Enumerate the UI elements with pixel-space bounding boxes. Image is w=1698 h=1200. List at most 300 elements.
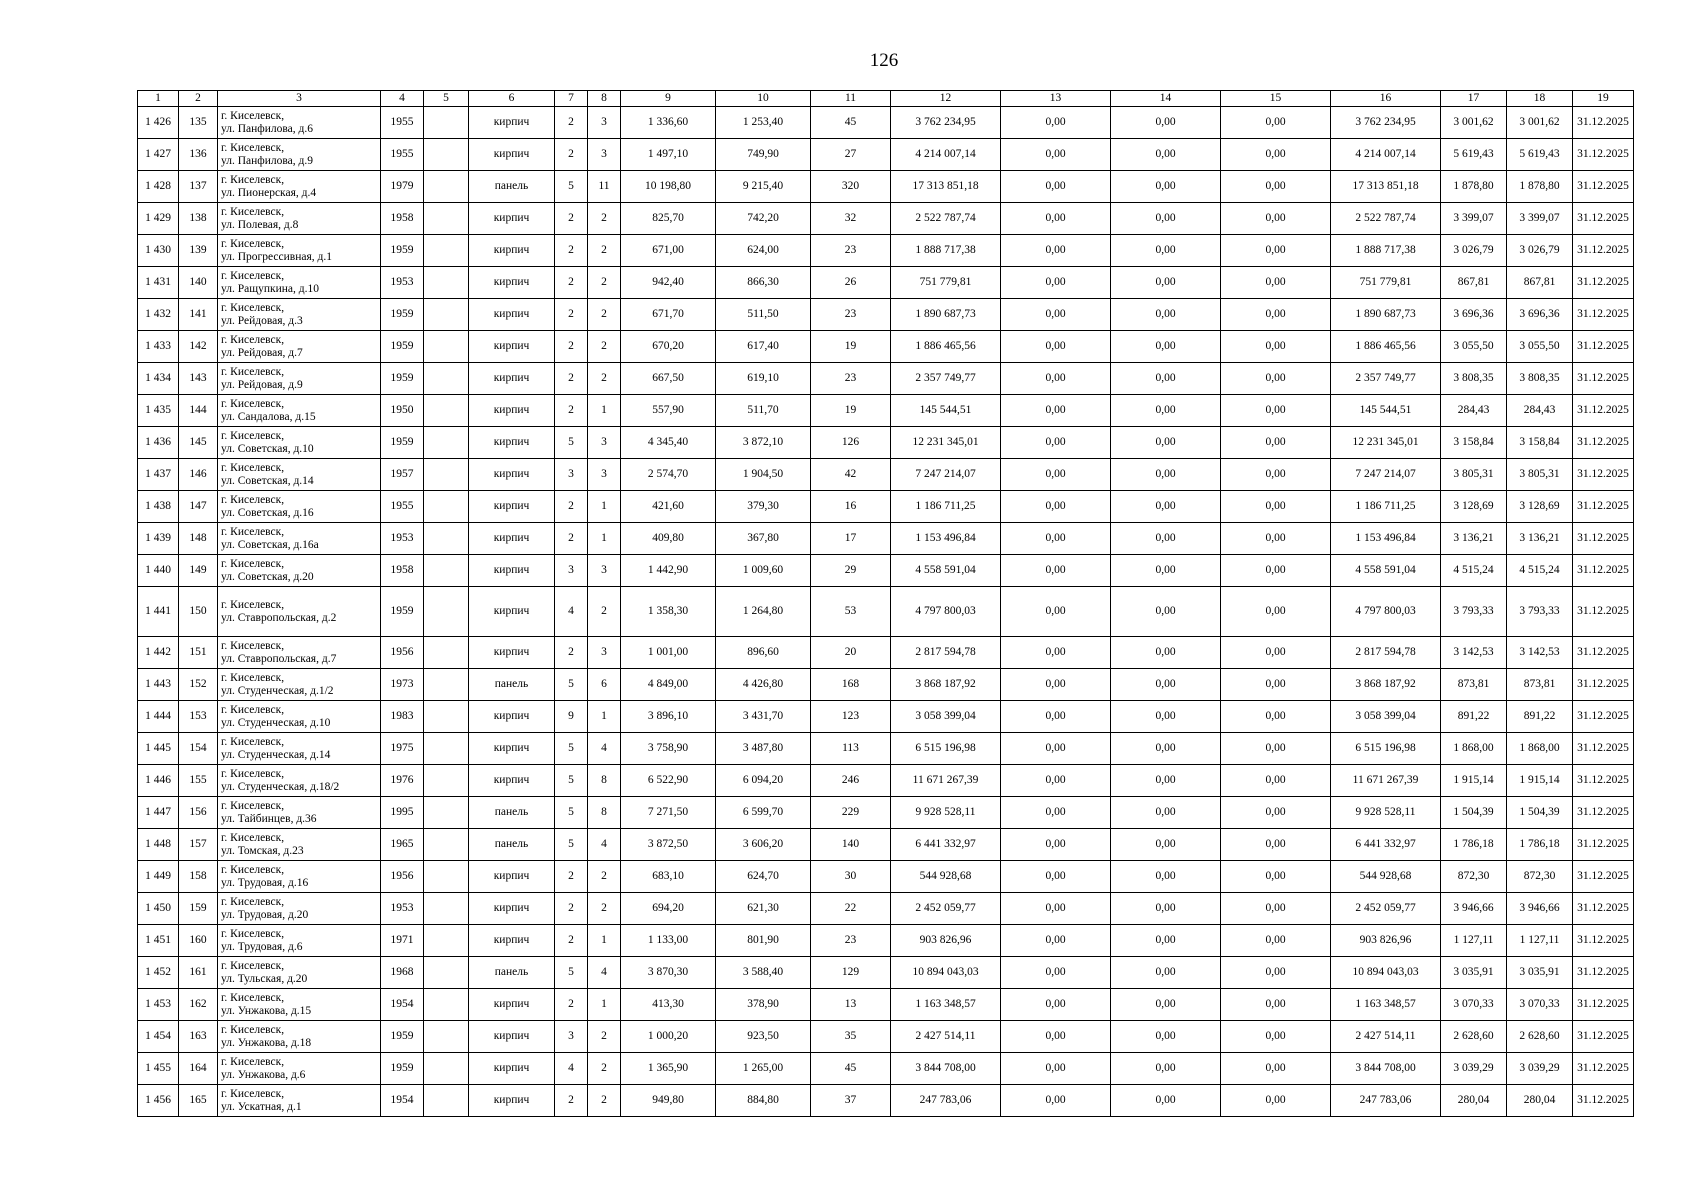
address-line: ул. Студенческая, д.1/2 — [221, 684, 334, 697]
cell-total-area: 4 849,00 — [621, 669, 716, 701]
cell-column-5 — [424, 701, 469, 733]
cell-row-number: 1 444 — [138, 701, 179, 733]
cell-floors: 4 — [555, 587, 588, 637]
cell-cost-column-16: 12 231 345,01 — [1331, 427, 1441, 459]
cell-floors: 2 — [555, 861, 588, 893]
cell-item-index: 137 — [179, 171, 218, 203]
address-line: ул. Унжакова, д.6 — [221, 1068, 306, 1081]
cell-completion-date: 31.12.2025 — [1573, 701, 1634, 733]
cell-item-index: 136 — [179, 139, 218, 171]
cell-year-built: 1959 — [381, 1053, 424, 1085]
cell-living-area: 3 606,20 — [716, 829, 811, 861]
cell-column-15: 0,00 — [1221, 587, 1331, 637]
cell-unit-cost-18: 872,30 — [1507, 861, 1573, 893]
cell-floors: 3 — [555, 459, 588, 491]
cell-floors: 2 — [555, 235, 588, 267]
cell-entrances: 8 — [588, 765, 621, 797]
cell-residents: 17 — [811, 523, 891, 555]
cell-completion-date: 31.12.2025 — [1573, 861, 1634, 893]
table-row — [138, 171, 1634, 203]
table-row — [138, 299, 1634, 331]
address-line: г. Киселевск, — [221, 927, 285, 940]
cell-address — [218, 171, 381, 203]
cell-living-area: 801,90 — [716, 925, 811, 957]
cell-wall-material: кирпич — [469, 331, 555, 363]
table-row — [138, 523, 1634, 555]
cell-unit-cost-17: 4 515,24 — [1441, 555, 1507, 587]
cell-row-number: 1 455 — [138, 1053, 179, 1085]
cell-wall-material: панель — [469, 171, 555, 203]
address-line: г. Киселевск, — [221, 1087, 285, 1100]
cell-column-13: 0,00 — [1001, 331, 1111, 363]
cell-residents: 113 — [811, 733, 891, 765]
page-number: 126 — [869, 50, 899, 71]
cell-cost-column-16: 247 783,06 — [1331, 1085, 1441, 1117]
cell-row-number: 1 437 — [138, 459, 179, 491]
cell-cost-total: 1 890 687,73 — [891, 299, 1001, 331]
cell-year-built: 1995 — [381, 797, 424, 829]
column-header-7: 7 — [555, 91, 588, 107]
column-header-8: 8 — [588, 91, 621, 107]
cell-living-area: 1 009,60 — [716, 555, 811, 587]
cell-address — [218, 107, 381, 139]
cell-wall-material: кирпич — [469, 395, 555, 427]
cell-row-number: 1 436 — [138, 427, 179, 459]
address-line: г. Киселевск, — [221, 109, 285, 122]
cell-row-number: 1 445 — [138, 733, 179, 765]
cell-item-index: 157 — [179, 829, 218, 861]
cell-item-index: 150 — [179, 587, 218, 637]
cell-address — [218, 957, 381, 989]
cell-living-area: 511,50 — [716, 299, 811, 331]
address-line: г. Киселевск, — [221, 703, 285, 716]
address-line: г. Киселевск, — [221, 365, 285, 378]
table-row — [138, 669, 1634, 701]
cell-row-number: 1 433 — [138, 331, 179, 363]
cell-year-built: 1959 — [381, 1021, 424, 1053]
cell-wall-material: кирпич — [469, 203, 555, 235]
cell-column-14: 0,00 — [1111, 1021, 1221, 1053]
cell-unit-cost-18: 1 786,18 — [1507, 829, 1573, 861]
address-line: г. Киселевск, — [221, 301, 285, 314]
cell-column-5 — [424, 637, 469, 669]
cell-wall-material: кирпич — [469, 1053, 555, 1085]
cell-unit-cost-17: 3 696,36 — [1441, 299, 1507, 331]
cell-residents: 23 — [811, 235, 891, 267]
cell-unit-cost-17: 1 786,18 — [1441, 829, 1507, 861]
cell-living-area: 1 265,00 — [716, 1053, 811, 1085]
cell-unit-cost-18: 4 515,24 — [1507, 555, 1573, 587]
cell-cost-total: 6 515 196,98 — [891, 733, 1001, 765]
cell-column-5 — [424, 797, 469, 829]
cell-cost-column-16: 17 313 851,18 — [1331, 171, 1441, 203]
address-line: г. Киселевск, — [221, 831, 285, 844]
cell-floors: 5 — [555, 829, 588, 861]
cell-unit-cost-18: 3 026,79 — [1507, 235, 1573, 267]
cell-column-15: 0,00 — [1221, 765, 1331, 797]
cell-unit-cost-17: 3 946,66 — [1441, 893, 1507, 925]
cell-address — [218, 139, 381, 171]
cell-item-index: 156 — [179, 797, 218, 829]
cell-residents: 123 — [811, 701, 891, 733]
cell-year-built: 1979 — [381, 171, 424, 203]
cell-wall-material: кирпич — [469, 107, 555, 139]
cell-completion-date: 31.12.2025 — [1573, 893, 1634, 925]
cell-unit-cost-18: 1 915,14 — [1507, 765, 1573, 797]
cell-living-area: 742,20 — [716, 203, 811, 235]
cell-item-index: 146 — [179, 459, 218, 491]
cell-item-index: 140 — [179, 267, 218, 299]
cell-total-area: 3 758,90 — [621, 733, 716, 765]
cell-residents: 126 — [811, 427, 891, 459]
cell-residents: 53 — [811, 587, 891, 637]
cell-living-area: 884,80 — [716, 1085, 811, 1117]
cell-cost-total: 2 817 594,78 — [891, 637, 1001, 669]
cell-cost-total: 3 762 234,95 — [891, 107, 1001, 139]
cell-cost-total: 11 671 267,39 — [891, 765, 1001, 797]
cell-year-built: 1950 — [381, 395, 424, 427]
cell-cost-total: 3 868 187,92 — [891, 669, 1001, 701]
cell-column-13: 0,00 — [1001, 765, 1111, 797]
cell-living-area: 511,70 — [716, 395, 811, 427]
cell-wall-material: кирпич — [469, 555, 555, 587]
cell-cost-total: 1 163 348,57 — [891, 989, 1001, 1021]
column-number-header-row — [138, 91, 1634, 107]
cell-residents: 168 — [811, 669, 891, 701]
cell-cost-total: 145 544,51 — [891, 395, 1001, 427]
cell-residents: 19 — [811, 331, 891, 363]
cell-cost-column-16: 3 058 399,04 — [1331, 701, 1441, 733]
cell-cost-column-16: 751 779,81 — [1331, 267, 1441, 299]
cell-address — [218, 797, 381, 829]
cell-column-14: 0,00 — [1111, 139, 1221, 171]
cell-address — [218, 701, 381, 733]
cell-entrances: 2 — [588, 235, 621, 267]
cell-floors: 5 — [555, 957, 588, 989]
cell-row-number: 1 449 — [138, 861, 179, 893]
cell-column-13: 0,00 — [1001, 637, 1111, 669]
cell-cost-total: 3 844 708,00 — [891, 1053, 1001, 1085]
cell-floors: 2 — [555, 331, 588, 363]
cell-residents: 20 — [811, 637, 891, 669]
address-line: ул. Ставропольская, д.2 — [221, 611, 337, 624]
cell-cost-total: 247 783,06 — [891, 1085, 1001, 1117]
cell-unit-cost-18: 3 158,84 — [1507, 427, 1573, 459]
cell-year-built: 1958 — [381, 203, 424, 235]
address-line: ул. Советская, д.10 — [221, 442, 314, 455]
cell-column-15: 0,00 — [1221, 363, 1331, 395]
cell-cost-column-16: 1 153 496,84 — [1331, 523, 1441, 555]
cell-total-area: 1 000,20 — [621, 1021, 716, 1053]
cell-entrances: 6 — [588, 669, 621, 701]
cell-column-13: 0,00 — [1001, 701, 1111, 733]
cell-address — [218, 523, 381, 555]
cell-address — [218, 1053, 381, 1085]
cell-entrances: 2 — [588, 363, 621, 395]
cell-unit-cost-17: 5 619,43 — [1441, 139, 1507, 171]
cell-cost-column-16: 2 357 749,77 — [1331, 363, 1441, 395]
cell-cost-total: 1 153 496,84 — [891, 523, 1001, 555]
cell-total-area: 3 896,10 — [621, 701, 716, 733]
cell-column-15: 0,00 — [1221, 669, 1331, 701]
cell-unit-cost-18: 891,22 — [1507, 701, 1573, 733]
address-line: г. Киселевск, — [221, 205, 285, 218]
cell-unit-cost-17: 3 001,62 — [1441, 107, 1507, 139]
cell-completion-date: 31.12.2025 — [1573, 363, 1634, 395]
cell-residents: 26 — [811, 267, 891, 299]
cell-total-area: 7 271,50 — [621, 797, 716, 829]
cell-unit-cost-17: 873,81 — [1441, 669, 1507, 701]
cell-wall-material: панель — [469, 957, 555, 989]
cell-column-5 — [424, 395, 469, 427]
cell-completion-date: 31.12.2025 — [1573, 669, 1634, 701]
cell-column-5 — [424, 171, 469, 203]
cell-completion-date: 31.12.2025 — [1573, 235, 1634, 267]
cell-floors: 2 — [555, 299, 588, 331]
cell-floors: 2 — [555, 395, 588, 427]
cell-year-built: 1954 — [381, 989, 424, 1021]
cell-address — [218, 861, 381, 893]
cell-column-15: 0,00 — [1221, 171, 1331, 203]
table-row — [138, 203, 1634, 235]
cell-year-built: 1976 — [381, 765, 424, 797]
table-row — [138, 829, 1634, 861]
cell-item-index: 163 — [179, 1021, 218, 1053]
cell-cost-total: 4 558 591,04 — [891, 555, 1001, 587]
cell-wall-material: кирпич — [469, 765, 555, 797]
cell-column-14: 0,00 — [1111, 893, 1221, 925]
cell-entrances: 2 — [588, 1053, 621, 1085]
table-row — [138, 139, 1634, 171]
cell-total-area: 10 198,80 — [621, 171, 716, 203]
cell-floors: 2 — [555, 203, 588, 235]
cell-item-index: 153 — [179, 701, 218, 733]
cell-entrances: 4 — [588, 829, 621, 861]
cell-cost-column-16: 2 452 059,77 — [1331, 893, 1441, 925]
cell-entrances: 2 — [588, 1021, 621, 1053]
cell-unit-cost-18: 3 128,69 — [1507, 491, 1573, 523]
cell-completion-date: 31.12.2025 — [1573, 523, 1634, 555]
table-row — [138, 235, 1634, 267]
cell-cost-column-16: 6 441 332,97 — [1331, 829, 1441, 861]
cell-living-area: 866,30 — [716, 267, 811, 299]
cell-item-index: 165 — [179, 1085, 218, 1117]
cell-total-area: 557,90 — [621, 395, 716, 427]
cell-column-15: 0,00 — [1221, 491, 1331, 523]
cell-unit-cost-18: 3 001,62 — [1507, 107, 1573, 139]
cell-cost-column-16: 903 826,96 — [1331, 925, 1441, 957]
cell-residents: 29 — [811, 555, 891, 587]
cell-entrances: 1 — [588, 523, 621, 555]
table-row — [138, 701, 1634, 733]
cell-address — [218, 363, 381, 395]
cell-item-index: 158 — [179, 861, 218, 893]
cell-cost-total: 12 231 345,01 — [891, 427, 1001, 459]
table-row — [138, 797, 1634, 829]
cell-floors: 2 — [555, 139, 588, 171]
cell-column-13: 0,00 — [1001, 427, 1111, 459]
cell-column-5 — [424, 331, 469, 363]
cell-entrances: 2 — [588, 299, 621, 331]
cell-completion-date: 31.12.2025 — [1573, 491, 1634, 523]
column-header-12: 12 — [891, 91, 1001, 107]
cell-column-15: 0,00 — [1221, 701, 1331, 733]
cell-address — [218, 395, 381, 427]
cell-entrances: 1 — [588, 925, 621, 957]
cell-column-13: 0,00 — [1001, 669, 1111, 701]
cell-address — [218, 459, 381, 491]
address-line: ул. Тайбинцев, д.36 — [221, 812, 317, 825]
cell-column-13: 0,00 — [1001, 587, 1111, 637]
cell-living-area: 1 253,40 — [716, 107, 811, 139]
cell-total-area: 413,30 — [621, 989, 716, 1021]
cell-column-13: 0,00 — [1001, 989, 1111, 1021]
address-line: г. Киселевск, — [221, 959, 285, 972]
cell-unit-cost-17: 3 805,31 — [1441, 459, 1507, 491]
cell-item-index: 145 — [179, 427, 218, 459]
cell-living-area: 379,30 — [716, 491, 811, 523]
cell-address — [218, 555, 381, 587]
cell-column-14: 0,00 — [1111, 733, 1221, 765]
address-line: ул. Полевая, д.8 — [221, 218, 299, 231]
cell-column-15: 0,00 — [1221, 893, 1331, 925]
cell-floors: 5 — [555, 669, 588, 701]
cell-total-area: 1 358,30 — [621, 587, 716, 637]
cell-floors: 2 — [555, 989, 588, 1021]
cell-column-15: 0,00 — [1221, 235, 1331, 267]
cell-entrances: 2 — [588, 1085, 621, 1117]
cell-row-number: 1 454 — [138, 1021, 179, 1053]
cell-row-number: 1 434 — [138, 363, 179, 395]
cell-column-13: 0,00 — [1001, 459, 1111, 491]
cell-residents: 35 — [811, 1021, 891, 1053]
cell-cost-column-16: 145 544,51 — [1331, 395, 1441, 427]
cell-year-built: 1956 — [381, 861, 424, 893]
cell-residents: 45 — [811, 1053, 891, 1085]
cell-unit-cost-18: 3 808,35 — [1507, 363, 1573, 395]
cell-column-5 — [424, 733, 469, 765]
cell-column-14: 0,00 — [1111, 235, 1221, 267]
cell-row-number: 1 450 — [138, 893, 179, 925]
cell-residents: 16 — [811, 491, 891, 523]
address-line: г. Киселевск, — [221, 767, 285, 780]
cell-cost-column-16: 1 890 687,73 — [1331, 299, 1441, 331]
cell-address — [218, 267, 381, 299]
cell-unit-cost-17: 3 070,33 — [1441, 989, 1507, 1021]
cell-unit-cost-17: 3 142,53 — [1441, 637, 1507, 669]
address-line: г. Киселевск, — [221, 1055, 285, 1068]
cell-item-index: 161 — [179, 957, 218, 989]
table-row — [138, 925, 1634, 957]
cell-row-number: 1 451 — [138, 925, 179, 957]
cell-row-number: 1 453 — [138, 989, 179, 1021]
cell-column-13: 0,00 — [1001, 829, 1111, 861]
cell-entrances: 1 — [588, 491, 621, 523]
cell-address — [218, 427, 381, 459]
address-line: г. Киселевск, — [221, 895, 285, 908]
cell-total-area: 671,00 — [621, 235, 716, 267]
cell-wall-material: кирпич — [469, 267, 555, 299]
cell-unit-cost-18: 284,43 — [1507, 395, 1573, 427]
cell-column-15: 0,00 — [1221, 107, 1331, 139]
cell-column-13: 0,00 — [1001, 733, 1111, 765]
cell-column-14: 0,00 — [1111, 797, 1221, 829]
cell-column-14: 0,00 — [1111, 1053, 1221, 1085]
cell-unit-cost-18: 280,04 — [1507, 1085, 1573, 1117]
cell-total-area: 1 133,00 — [621, 925, 716, 957]
cell-unit-cost-17: 3 026,79 — [1441, 235, 1507, 267]
address-line: ул. Пионерская, д.4 — [221, 186, 317, 199]
cell-total-area: 670,20 — [621, 331, 716, 363]
cell-wall-material: панель — [469, 797, 555, 829]
cell-residents: 13 — [811, 989, 891, 1021]
table-row — [138, 491, 1634, 523]
cell-cost-total: 751 779,81 — [891, 267, 1001, 299]
cell-column-15: 0,00 — [1221, 203, 1331, 235]
cell-completion-date: 31.12.2025 — [1573, 267, 1634, 299]
cell-column-14: 0,00 — [1111, 523, 1221, 555]
cell-completion-date: 31.12.2025 — [1573, 1021, 1634, 1053]
cell-unit-cost-18: 3 136,21 — [1507, 523, 1573, 555]
cell-column-5 — [424, 555, 469, 587]
cell-living-area: 3 588,40 — [716, 957, 811, 989]
cell-living-area: 6 094,20 — [716, 765, 811, 797]
cell-residents: 129 — [811, 957, 891, 989]
cell-completion-date: 31.12.2025 — [1573, 171, 1634, 203]
cell-unit-cost-18: 3 696,36 — [1507, 299, 1573, 331]
cell-entrances: 4 — [588, 733, 621, 765]
address-line: ул. Ставропольская, д.7 — [221, 652, 337, 665]
cell-entrances: 11 — [588, 171, 621, 203]
address-line: г. Киселевск, — [221, 525, 285, 538]
cell-address — [218, 669, 381, 701]
cell-entrances: 3 — [588, 637, 621, 669]
cell-cost-total: 4 797 800,03 — [891, 587, 1001, 637]
column-header-17: 17 — [1441, 91, 1507, 107]
cell-residents: 37 — [811, 1085, 891, 1117]
cell-column-14: 0,00 — [1111, 555, 1221, 587]
cell-total-area: 3 870,30 — [621, 957, 716, 989]
cell-wall-material: кирпич — [469, 989, 555, 1021]
cell-completion-date: 31.12.2025 — [1573, 395, 1634, 427]
address-line: ул. Прогрессивная, д.1 — [221, 250, 332, 263]
table-row — [138, 957, 1634, 989]
cell-column-13: 0,00 — [1001, 1021, 1111, 1053]
cell-item-index: 162 — [179, 989, 218, 1021]
cell-living-area: 3 487,80 — [716, 733, 811, 765]
cell-cost-column-16: 9 928 528,11 — [1331, 797, 1441, 829]
cell-row-number: 1 435 — [138, 395, 179, 427]
cell-column-5 — [424, 491, 469, 523]
cell-residents: 32 — [811, 203, 891, 235]
cell-residents: 320 — [811, 171, 891, 203]
cell-unit-cost-18: 1 868,00 — [1507, 733, 1573, 765]
column-header-15: 15 — [1221, 91, 1331, 107]
cell-total-area: 1 336,60 — [621, 107, 716, 139]
table-row — [138, 395, 1634, 427]
cell-column-13: 0,00 — [1001, 1053, 1111, 1085]
cell-entrances: 3 — [588, 139, 621, 171]
table-row — [138, 267, 1634, 299]
address-line: ул. Ускатная, д.1 — [221, 1100, 302, 1113]
column-header-9: 9 — [621, 91, 716, 107]
cell-living-area: 619,10 — [716, 363, 811, 395]
cell-cost-total: 903 826,96 — [891, 925, 1001, 957]
table-row — [138, 107, 1634, 139]
cell-year-built: 1959 — [381, 363, 424, 395]
table-row — [138, 1085, 1634, 1117]
cell-column-14: 0,00 — [1111, 299, 1221, 331]
